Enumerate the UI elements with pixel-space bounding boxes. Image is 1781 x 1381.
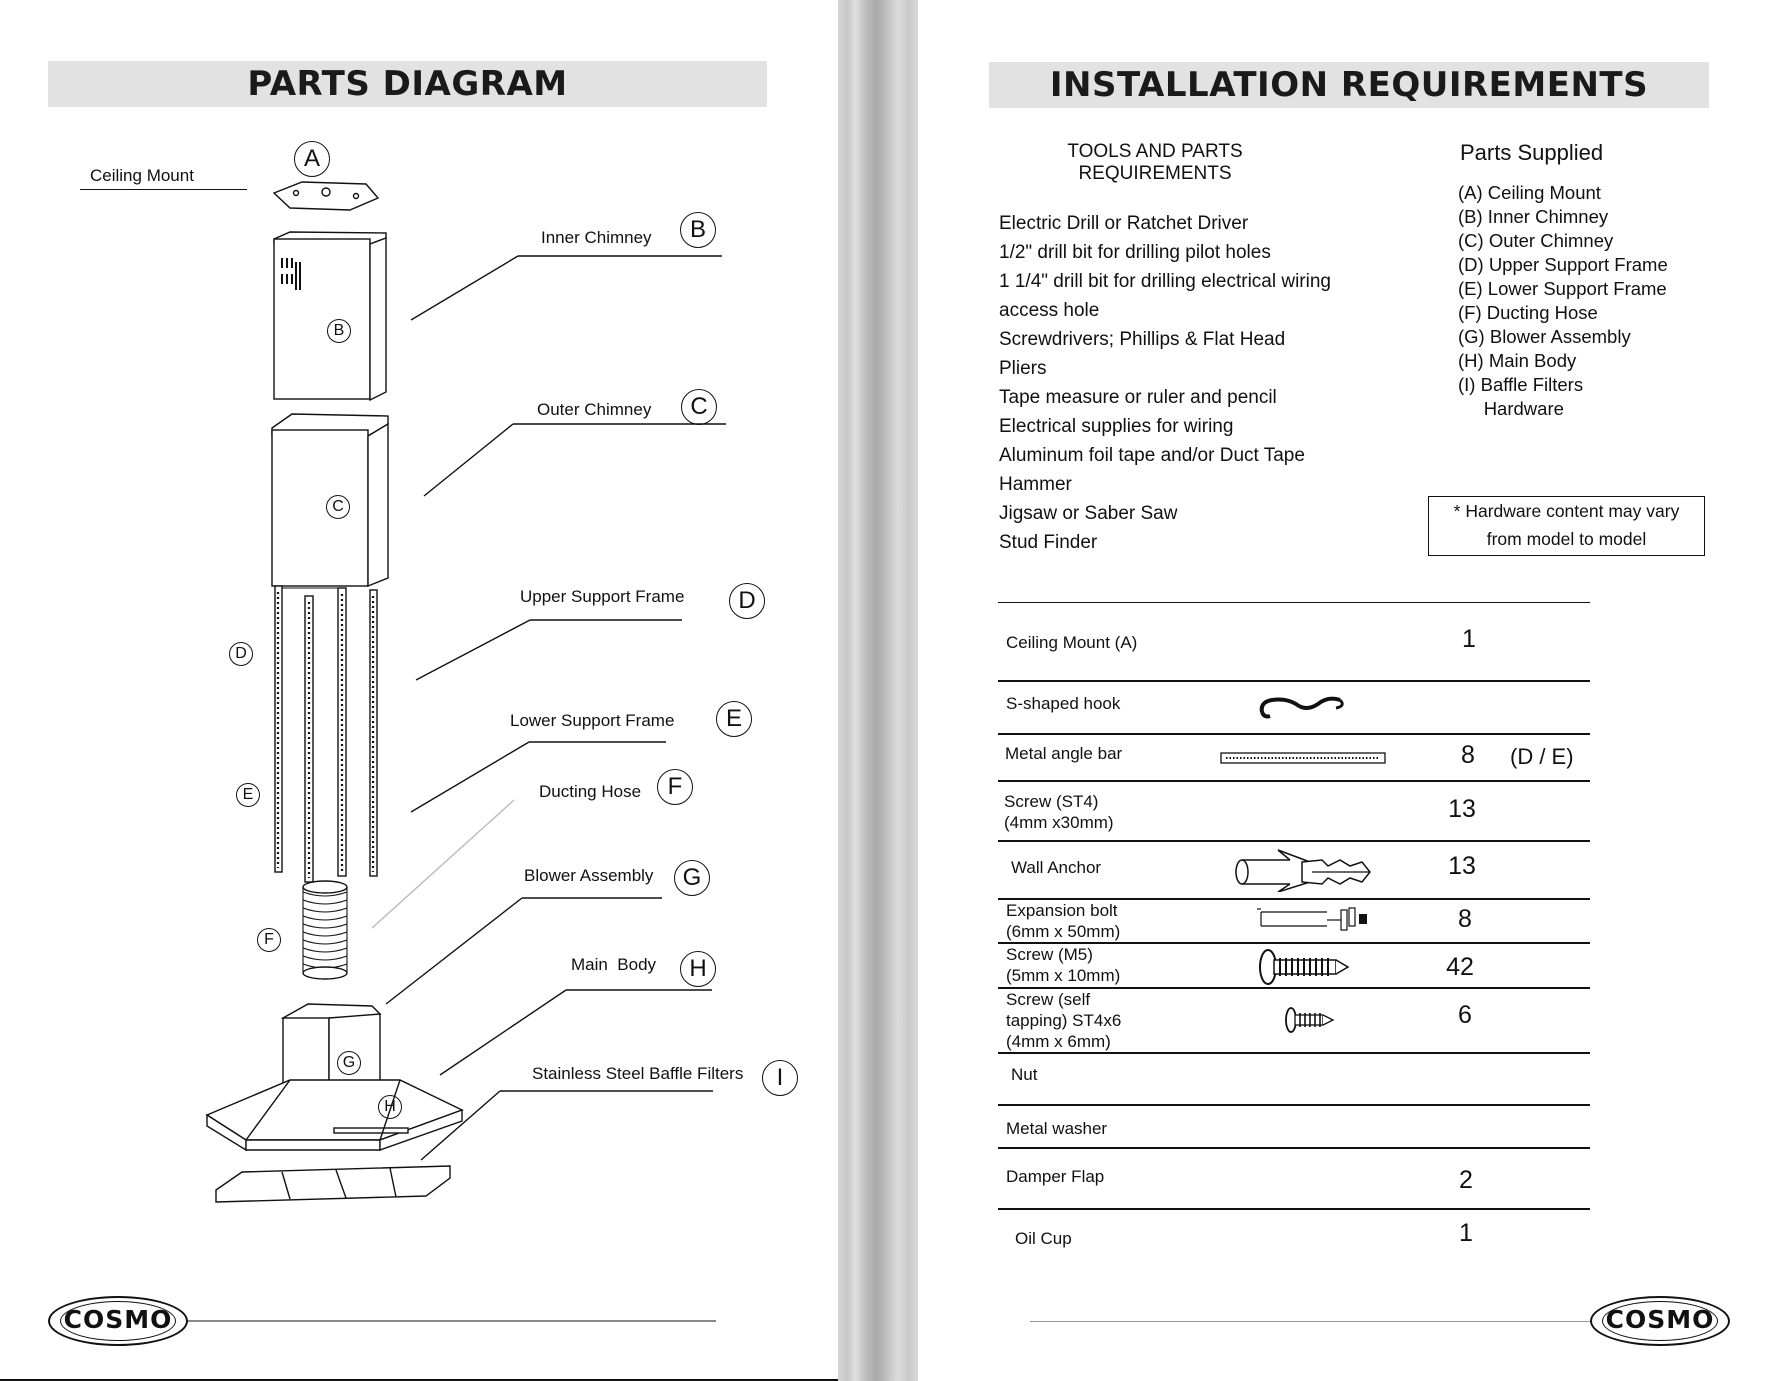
callout-f: F xyxy=(657,769,693,805)
page-title: PARTS DIAGRAM xyxy=(247,64,568,104)
table-row-qty: 42 xyxy=(1446,953,1474,981)
table-row-qty: 8 xyxy=(1461,741,1475,769)
supplied-item: (B) Inner Chimney xyxy=(1458,206,1609,227)
table-row-qty: 13 xyxy=(1448,852,1476,880)
tool-item: Pliers xyxy=(999,358,1047,379)
table-row-name: Ceiling Mount (A) xyxy=(1006,633,1138,652)
supplied-item: Hardware xyxy=(1458,398,1564,419)
table-row-name: Screw (ST4) (4mm x30mm) xyxy=(1004,792,1114,832)
tool-item: 1 1/4" drill bit for drilling electrical wiring xyxy=(999,271,1331,292)
callout-label-c: Outer Chimney xyxy=(537,400,652,419)
self-tapping-screw-icon xyxy=(1284,1004,1336,1036)
callout-label-f: Ducting Hose xyxy=(539,782,642,801)
table-row-qty: 8 xyxy=(1458,905,1472,933)
supplied-item: (F) Ducting Hose xyxy=(1458,302,1598,323)
supplied-item: (A) Ceiling Mount xyxy=(1458,182,1601,203)
tool-item: Electric Drill or Ratchet Driver xyxy=(999,213,1249,234)
part-letter-b: B xyxy=(327,319,351,343)
part-letter-e: E xyxy=(236,783,260,807)
installation-banner xyxy=(989,62,1709,108)
wall-anchor-icon xyxy=(1232,848,1374,892)
callout-h: H xyxy=(680,951,716,987)
hardware-note-box: * Hardware content may vary from model to model xyxy=(1428,496,1705,556)
table-row-name: Oil Cup xyxy=(1015,1229,1072,1248)
callout-label-e: Lower Support Frame xyxy=(510,711,675,730)
table-row-name: Damper Flap xyxy=(1006,1167,1105,1186)
supplied-item: (I) Baffle Filters xyxy=(1458,374,1584,395)
footer-rule-right xyxy=(1030,1321,1590,1322)
part-letter-f: F xyxy=(257,928,281,952)
callout-b: B xyxy=(680,212,716,248)
cosmo-logo-left: COSMO xyxy=(48,1296,188,1346)
tool-item: 1/2" drill bit for drilling pilot holes xyxy=(999,242,1271,263)
part-letter-c: C xyxy=(326,495,350,519)
table-row-name: Wall Anchor xyxy=(1011,858,1102,877)
tool-item: Hammer xyxy=(999,474,1072,495)
s-hook-icon xyxy=(1256,690,1348,724)
cosmo-logo-right: COSMO xyxy=(1590,1296,1730,1346)
ceiling-mount-label: Ceiling Mount xyxy=(90,166,194,185)
table-row-qty: 13 xyxy=(1448,795,1476,823)
tool-item: access hole xyxy=(999,300,1100,321)
table-row-name: S-shaped hook xyxy=(1006,694,1121,713)
tool-item: Stud Finder xyxy=(999,532,1098,553)
callout-a: A xyxy=(294,141,330,177)
tool-item: Electrical supplies for wiring xyxy=(999,416,1234,437)
callout-label-b: Inner Chimney xyxy=(541,228,652,247)
table-row-qty: 1 xyxy=(1462,625,1476,653)
callout-d: D xyxy=(729,583,765,619)
supplied-item: (E) Lower Support Frame xyxy=(1458,278,1667,299)
tool-item: Screwdrivers; Phillips & Flat Head xyxy=(999,329,1286,350)
table-row-name: Metal angle bar xyxy=(1005,744,1123,763)
tool-item: Jigsaw or Saber Saw xyxy=(999,503,1178,524)
part-letter-d: D xyxy=(229,642,253,666)
part-letter-g: G xyxy=(337,1051,361,1075)
table-row-qty: 6 xyxy=(1458,1001,1472,1029)
callout-label-g: Blower Assembly xyxy=(524,866,654,885)
tool-item: Tape measure or ruler and pencil xyxy=(999,387,1277,408)
parts-supplied-heading: Parts Supplied xyxy=(1460,140,1604,165)
callout-c: C xyxy=(681,389,717,425)
angle-bar-icon xyxy=(1220,751,1388,765)
callout-e: E xyxy=(716,701,752,737)
table-row-extra: (D / E) xyxy=(1510,744,1574,769)
supplied-item: (H) Main Body xyxy=(1458,350,1577,371)
tool-item: Aluminum foil tape and/or Duct Tape xyxy=(999,445,1305,466)
table-row-name: Screw (M5) (5mm x 10mm) xyxy=(1006,945,1121,985)
screw-m5-icon xyxy=(1258,947,1350,987)
page-title-right: INSTALLATION REQUIREMENTS xyxy=(1049,65,1649,105)
page-gutter xyxy=(838,0,918,1381)
table-row-name: Nut xyxy=(1011,1065,1038,1084)
callout-label-h: Main Body xyxy=(571,955,657,974)
supplied-item: (D) Upper Support Frame xyxy=(1458,254,1668,275)
expansion-bolt-icon xyxy=(1255,904,1375,934)
table-row-name: Screw (self tapping) ST4x6 (4mm x 6mm) xyxy=(1006,990,1122,1051)
exploded-parts-drawing xyxy=(0,0,838,1381)
table-row-name: Expansion bolt (6mm x 50mm) xyxy=(1006,901,1121,941)
supplied-item: (G) Blower Assembly xyxy=(1458,326,1631,347)
supplied-item: (C) Outer Chimney xyxy=(1458,230,1614,251)
part-letter-h: H xyxy=(378,1095,402,1119)
callout-label-i: Stainless Steel Baffle Filters xyxy=(532,1064,744,1083)
callout-label-d: Upper Support Frame xyxy=(520,587,685,606)
table-row-qty: 2 xyxy=(1459,1166,1473,1194)
tools-heading: TOOLS AND PARTS REQUIREMENTS xyxy=(1067,141,1243,184)
tools-list xyxy=(999,209,1331,557)
callout-g: G xyxy=(674,860,710,896)
table-row-qty: 1 xyxy=(1459,1219,1473,1247)
parts-supplied-list xyxy=(1458,181,1668,421)
callout-i: I xyxy=(762,1060,798,1096)
table-row-name: Metal washer xyxy=(1006,1119,1108,1138)
